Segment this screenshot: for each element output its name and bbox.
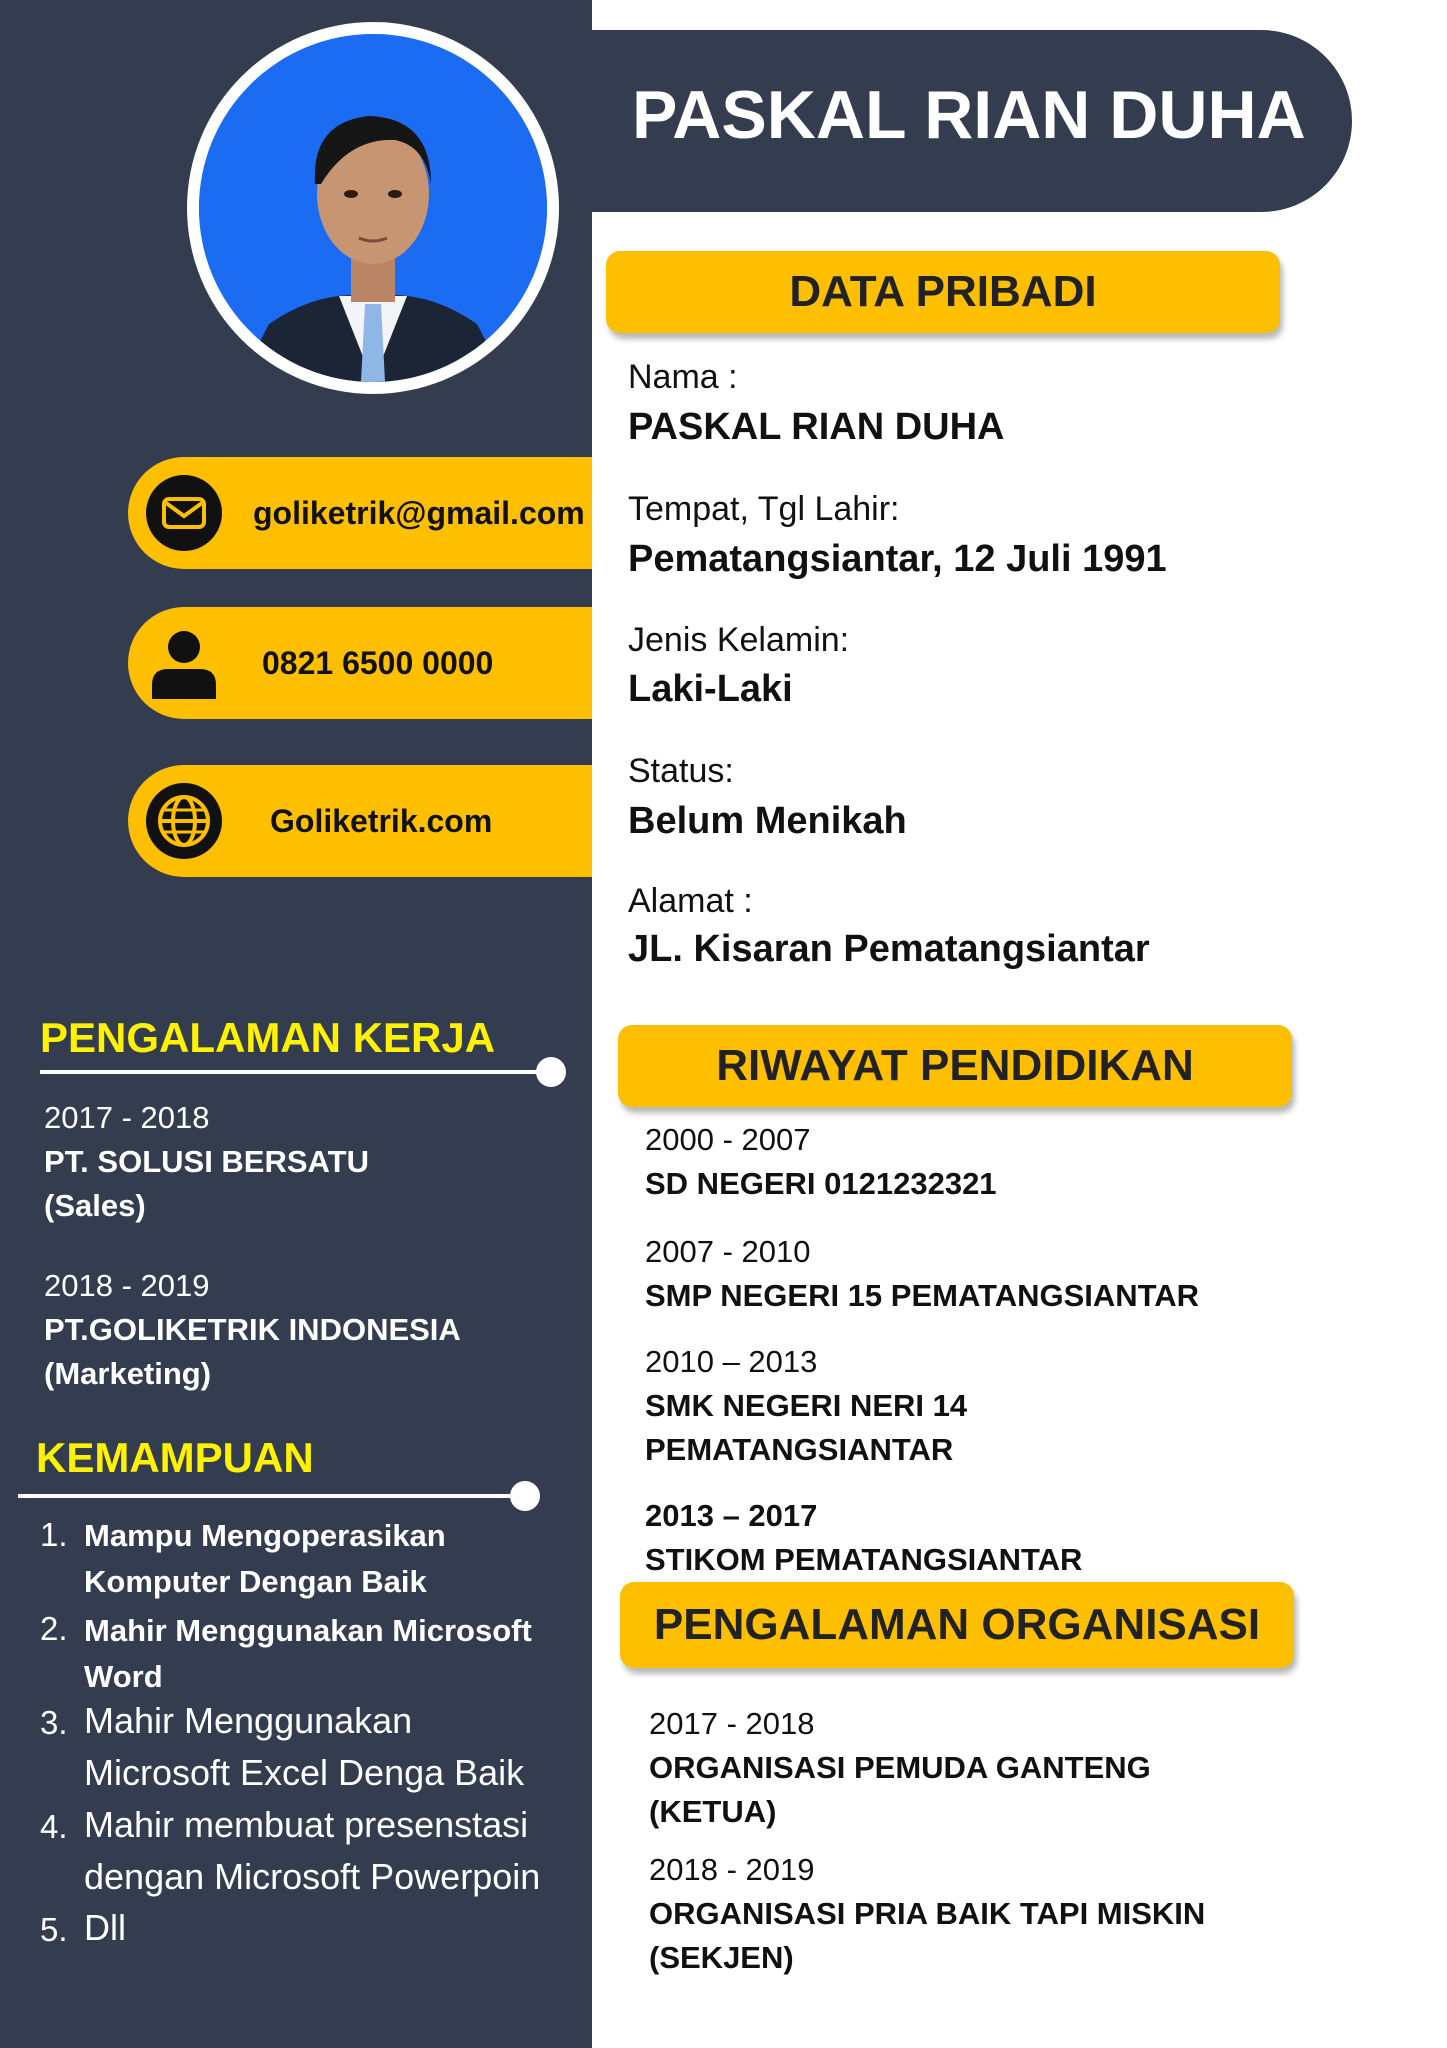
- work-years: 2018 - 2019: [44, 1268, 210, 1303]
- skill-text: Komputer Dengan Baik: [84, 1564, 427, 1599]
- organization-years: 2017 - 2018: [649, 1706, 815, 1741]
- skill-text: Microsoft Excel Denga Baik: [84, 1752, 525, 1793]
- work-role: (Marketing): [44, 1356, 212, 1391]
- work-company: PT.GOLIKETRIK INDONESIA: [44, 1312, 461, 1347]
- field-value: PASKAL RIAN DUHA: [628, 406, 1005, 448]
- skills-divider: [18, 1494, 528, 1498]
- skill-text: dengan Microsoft Powerpoin: [84, 1856, 541, 1897]
- education-years: 2010 – 2013: [645, 1344, 818, 1379]
- page-title: PASKAL RIAN DUHA: [632, 77, 1306, 153]
- work-years: 2017 - 2018: [44, 1100, 210, 1135]
- phone-text: 0821 6500 0000: [262, 645, 494, 681]
- skill-number: 4.: [40, 1808, 68, 1845]
- profile-photo-frame: [187, 22, 559, 394]
- skill-number: 1.: [40, 1516, 68, 1553]
- organization-role: (KETUA): [649, 1794, 777, 1829]
- field-value: JL. Kisaran Pematangsiantar: [628, 928, 1150, 970]
- education-years: 2007 - 2010: [645, 1234, 811, 1269]
- field-label: Nama :: [628, 358, 738, 396]
- phone-contact[interactable]: [128, 607, 592, 719]
- education-school: STIKOM PEMATANGSIANTAR: [645, 1542, 1083, 1577]
- skill-text: Mahir Menggunakan Microsoft: [84, 1613, 532, 1648]
- field-label: Alamat :: [628, 882, 753, 920]
- work-heading: PENGALAMAN KERJA: [40, 1014, 496, 1061]
- skill-text: Dll: [84, 1907, 126, 1948]
- work-divider: [40, 1070, 556, 1074]
- person-portrait-icon: [199, 34, 547, 382]
- skills-heading: KEMAMPUAN: [36, 1434, 314, 1481]
- organization-years: 2018 - 2019: [649, 1852, 815, 1887]
- sidebar: [0, 0, 592, 2048]
- name-banner: [592, 30, 1352, 212]
- skill-number: 3.: [40, 1704, 68, 1741]
- profile-photo: [199, 34, 547, 382]
- field-value: Pematangsiantar, 12 Juli 1991: [628, 538, 1167, 580]
- organization-name: ORGANISASI PRIA BAIK TAPI MISKIN: [649, 1896, 1206, 1931]
- field-value: Belum Menikah: [628, 800, 907, 842]
- organization-name: ORGANISASI PEMUDA GANTENG: [649, 1750, 1151, 1785]
- skill-text: Mampu Mengoperasikan: [84, 1518, 446, 1553]
- skill-text: Mahir membuat presenstasi: [84, 1804, 529, 1845]
- education-school: PEMATANGSIANTAR: [645, 1432, 954, 1467]
- work-divider-dot: [536, 1057, 566, 1087]
- email-text: goliketrik@gmail.com: [253, 495, 585, 531]
- education-heading: RIWAYAT PENDIDIKAN: [618, 1025, 1292, 1107]
- website-text: Goliketrik.com: [270, 803, 493, 839]
- field-label: Status:: [628, 752, 734, 790]
- education-years: 2000 - 2007: [645, 1122, 811, 1157]
- skill-text: Mahir Menggunakan: [84, 1700, 413, 1741]
- field-value: Laki-Laki: [628, 668, 793, 710]
- website-contact[interactable]: [128, 765, 592, 877]
- skill-text: Word: [84, 1659, 163, 1694]
- education-school: SMP NEGERI 15 PEMATANGSIANTAR: [645, 1278, 1200, 1313]
- education-years: 2013 – 2017: [645, 1498, 818, 1533]
- personal-heading: DATA PRIBADI: [606, 251, 1280, 333]
- education-school: SMK NEGERI NERI 14: [645, 1388, 968, 1423]
- work-role: (Sales): [44, 1188, 146, 1223]
- person-icon: [146, 625, 222, 701]
- education-school: SD NEGERI 0121232321: [645, 1166, 997, 1201]
- organization-heading: PENGALAMAN ORGANISASI: [620, 1582, 1294, 1668]
- work-company: PT. SOLUSI BERSATU: [44, 1144, 369, 1179]
- globe-icon: [146, 783, 222, 859]
- email-contact[interactable]: [128, 457, 592, 569]
- skill-number: 5.: [40, 1911, 68, 1948]
- skill-number: 2.: [40, 1610, 68, 1647]
- organization-role: (SEKJEN): [649, 1940, 794, 1975]
- skills-divider-dot: [510, 1481, 540, 1511]
- field-label: Tempat, Tgl Lahir:: [628, 490, 900, 528]
- envelope-icon: [146, 475, 222, 551]
- field-label: Jenis Kelamin:: [628, 621, 850, 659]
